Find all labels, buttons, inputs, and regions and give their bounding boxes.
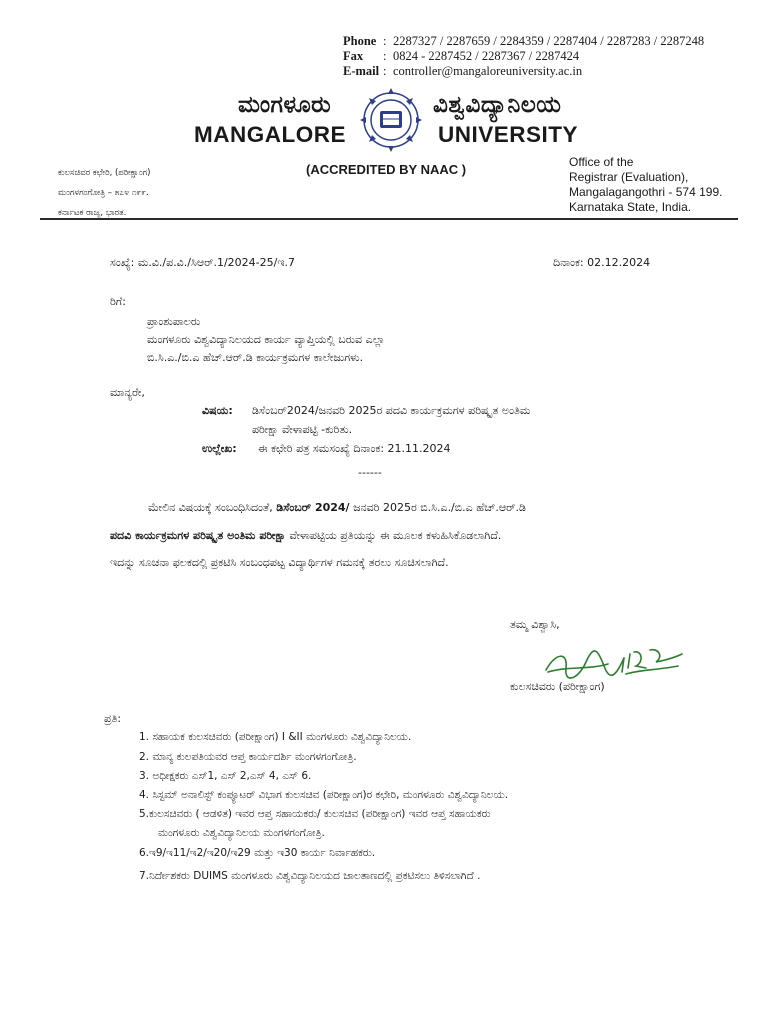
body-paragraph-line: ಇದನ್ನು ಸೂಚನಾ ಫಲಕದಲ್ಲಿ ಪ್ರಕಟಿಸಿ ಸಂಬಂಧಪಟ್ಟ ವಿದ್ಯಾರ್ಥಿಗಳ ಗಮನಕ್ಕೆ ತರಲು ಸೂಚಿಸಲಾಗಿದೆ.: [110, 556, 449, 569]
fax-numbers: 0824 - 2287452 / 2287367 / 2287424: [393, 49, 580, 63]
phone-numbers: 2287327 / 2287659 / 2284359 / 2287404 / 2287283 / 2287248: [393, 34, 705, 48]
accreditation-label: (ACCREDITED BY NAAC ): [306, 162, 467, 177]
to-label: ರಿಗೆ:: [110, 295, 126, 308]
section-divider: ------: [358, 466, 382, 479]
contact-block: Phone : 2287327 / 2287659 / 2284359 / 2287404 / 2287283 / 2287248 Fax : 0824 - 2287452 / 2287367 / 2287424 E-mail : controller@mangaloreuniversity.ac.in: [343, 34, 705, 78]
body-paragraph-line: [110, 529, 501, 543]
body-text-emphasis: ಪದವಿ ಕಾರ್ಯಕ್ರಮಗಳ ಪರಿಷ್ಕೃತ ಅಂತಿಮ ಪರೀಕ್ಷಾ: [110, 529, 286, 542]
subject-text: ಪರೀಕ್ಷಾ ವೇಳಾಪಟ್ಟಿ -ಕುರಿತು.: [252, 423, 353, 436]
copy-item: 2. ಮಾನ್ಯ ಕುಲಪತಿಯವರ ಆಪ್ತ ಕಾರ್ಯದರ್ಶಿ ಮಂಗಳಗಂಗೋತ್ರಿ.: [139, 751, 357, 763]
english-address-line: Karnataka State, India.: [569, 200, 692, 214]
english-address-line: Office of the: [569, 155, 634, 169]
subject-text: ಡಿಸೆಂಬರ್2024/ಜನವರಿ 2025ರ ಪದವಿ ಕಾರ್ಯಕ್ರಮಗಳ ಪರಿಷ್ಕೃತ ಅಂತಿಮ: [252, 404, 531, 417]
copy-item: 7.ನಿರ್ದೇಶಕರು DUIMS ಮಂಗಳೂರು ವಿಶ್ವವಿದ್ಯಾನಿಲಯದ ಜಾಲತಾಣದಲ್ಲಿ ಪ್ರಕಟಿಸಲು ತಿಳಿಸಲಾಗಿದೆ .: [139, 870, 481, 882]
subject-label: ವಿಷಯ:: [202, 404, 233, 417]
copy-item: 1. ಸಹಾಯಕ ಕುಲಸಚಿವರು (ಪರೀಕ್ಷಾಂಗ) I &II ಮಂಗಳೂರು ವಿಶ್ವವಿದ್ಯಾನಿಲಯ.: [139, 731, 412, 743]
recipient-line: ಪ್ರಾಂಶುಪಾಲರು: [147, 315, 201, 328]
closing-text: ತಮ್ಮ ವಿಶ್ವಾಸಿ,: [510, 618, 560, 631]
body-paragraph-line: [148, 501, 526, 515]
body-text: ವೇಳಾಪಟ್ಟಿಯ ಪ್ರತಿಯನ್ನು ಈ ಮೂಲಕ ಕಳುಹಿಸಿಕೊಡಲಾಗಿದೆ.: [289, 529, 502, 542]
reference-number: ಸಂಖ್ಯೆ: ಮ.ವಿ./ಪ.ವಿ./ಸಿಆರ್.1/2024-25/ಇ.7: [110, 256, 295, 269]
university-name-english-right: UNIVERSITY: [438, 122, 579, 147]
reference-label: ಉಲ್ಲೇಖ:: [202, 442, 237, 455]
university-name-kannada-left: ಮಂಗಳೂರು: [238, 92, 332, 118]
copy-item: 5.ಕುಲಸಚಿವರು ( ಆಡಳಿತ) ಇವರ ಆಪ್ತ ಸಹಾಯಕರು/ ಕುಲಸಚಿವ (ಪರೀಕ್ಷಾಂಗ) ಇವರ ಆಪ್ತ ಸಹಾಯಕರು: [139, 808, 491, 820]
reference-text: ಈ ಕಛೇರಿ ಪತ್ರ ಸಮಸಂಖ್ಯೆ ದಿನಾಂಕ: 21.11.2024: [258, 442, 451, 455]
recipient-line: ಮಂಗಳೂರು ವಿಶ್ವವಿದ್ಯಾನಿಲಯದ ಕಾರ್ಯ ವ್ಯಾಪ್ತಿಯಲ್ಲಿ ಬರುವ ಎಲ್ಲಾ: [147, 333, 385, 346]
kannada-address: [58, 163, 151, 223]
copy-item: 6.ಇ9/ಇ11/ಇ2/ಇ20/ಇ29 ಮತ್ತು ಇ30 ಕಾರ್ಯ ನಿರ್ವಾಹಕರು.: [139, 847, 376, 859]
header-divider: [40, 218, 738, 220]
fax-label: Fax: [343, 49, 364, 63]
english-address-line: Mangalagangothri - 574 199.: [569, 185, 723, 199]
english-address-line: Registrar (Evaluation),: [569, 170, 689, 184]
email-label: E-mail: [343, 64, 380, 78]
salutation: ಮಾನ್ಯರೇ,: [110, 386, 145, 399]
kannada-address-line: ಮಂಗಳಗಂಗೋತ್ರಿ – ೫೭೪ ೧೯೯.: [58, 188, 149, 198]
university-name-english-left: MANGALORE: [194, 122, 346, 147]
copy-item: 4. ಸಿಸ್ಟಮ್ ಅನಾಲಿಸ್ಟ್ ಕಂಪ್ಯೂಟರ್ ವಿಭಾಗ ಕುಲಸಚಿವ (ಪರೀಕ್ಷಾಂಗ)ರ ಕಛೇರಿ, ಮಂಗಳೂರು ವಿಶ್ವವಿದ್ಯಾನಿಲಯ.: [139, 789, 509, 801]
email-address: controller@mangaloreuniversity.ac.in: [393, 64, 583, 78]
body-text-emphasis: ಡಿಸೆಂಬರ್ 2024/: [276, 501, 350, 514]
copy-to-label: ಪ್ರತಿ:: [104, 712, 122, 725]
copy-item: ಮಂಗಳೂರು ವಿಶ್ವವಿದ್ಯಾನಿಲಯ ಮಂಗಳಗಂಗೋತ್ರಿ.: [158, 827, 325, 839]
signatory-title: ಕುಲಸಚಿವರು (ಪರೀಕ್ಷಾಂಗ): [510, 680, 605, 693]
university-seal-icon: [356, 84, 426, 154]
university-name-kannada-right: ವಿಶ್ವವಿದ್ಯಾನಿಲಯ: [433, 92, 562, 118]
letter-date: ದಿನಾಂಕ: 02.12.2024: [553, 256, 651, 269]
copy-item: 3. ಅಧೀಕ್ಷಕರು ಎಸ್1, ಎಸ್ 2,ಎಸ್ 4, ಎಸ್ 6.: [139, 770, 312, 782]
phone-label: Phone: [343, 34, 377, 48]
body-text: ಮೇಲಿನ ವಿಷಯಕ್ಕೆ ಸಂಬಂಧಿಸಿದಂತೆ,: [148, 501, 273, 514]
kannada-address-line: ಕರ್ನಾಟಕ ರಾಜ್ಯ, ಭಾರತ.: [58, 208, 127, 218]
body-text: ಜನವರಿ 2025ರ ಬಿ.ಸಿ.ಎ./ಬಿ.ಎ ಹೆಚ್.ಆರ್.ಡಿ: [353, 501, 526, 514]
recipient-line: ಬಿ.ಸಿ.ಎ./ಬಿ.ಎ ಹೆಚ್.ಆರ್.ಡಿ ಕಾರ್ಯಕ್ರಮಗಳ ಕಾಲೇಜುಗಳು.: [147, 351, 364, 364]
english-address: [569, 155, 722, 215]
kannada-address-line: ಕುಲಸಚಿವರ ಕಛೇರಿ, (ಪರೀಕ್ಷಾಂಗ): [58, 168, 151, 178]
